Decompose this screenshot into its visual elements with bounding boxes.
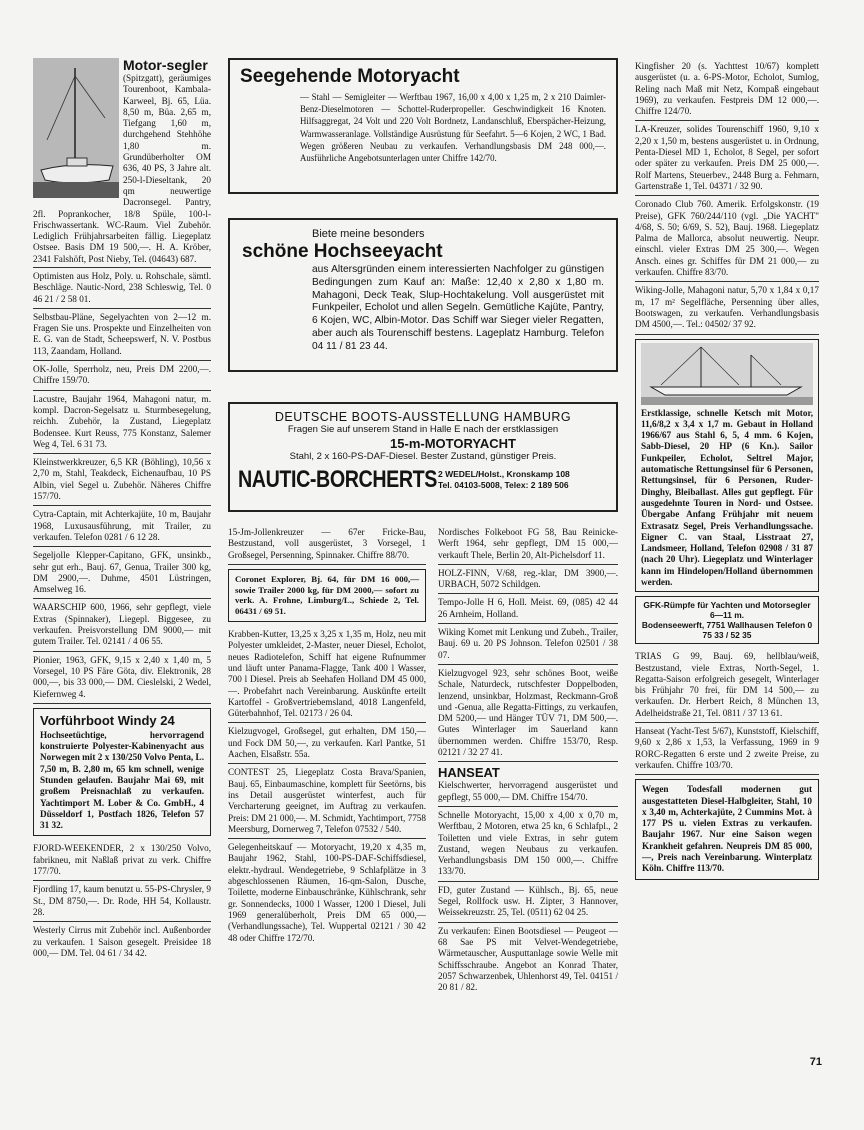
ad-jollenkreuzer: 15-Jm-Jollenkreuzer — 67er Fricke-Bau, Bestzustand, voll ausgerüstet, 3 Vorsegel, 1 Großsegel, Persenning, Spinnaker. Chiffre 88/70.: [228, 524, 426, 565]
ad-fjordling: Fjordling 17, kaum benutzt u. 55-PS-Chrysler, 9 St., DM 8750,—. Dr. Rode, HH 54, Kollaustr. 28.: [33, 881, 211, 922]
ad-kingfisher: Kingfisher 20 (s. Yachttest 10/67) komplett ausgerüstet (u. a. 6-PS-Motor, Echolot, Sumlog, Reling nach Maß mit Netz, Kompaß eingebaut 1969), zu verkaufen. Festpreis DM 12 000,—. Chiffre 124/70.: [635, 58, 819, 121]
hochsee-title: schöne Hochseeyacht: [242, 241, 443, 262]
column-1: [33, 58, 211, 962]
todesfall-text: Wegen Todesfall modernen gut ausgestatteten Diesel-Halbgleiter, Stahl, 10 x 3,40 m, Achterkajüte, 2 Cummins Mot. à 177 PS u. vielen Extras zu verkaufen. Baujahr 1967. Nur eine Saison wegen Krankheit gefahren. Neupreis DM 85 000,—, Preis nach Vereinbarung. Winterplatz Köln. Chiffre 113/70.: [642, 784, 812, 874]
ad-tempo-jolle: Tempo-Jolle H 6, Holl. Meist. 69, (085) 42 44 26 Arnheim, Holland.: [438, 594, 618, 624]
ad-pionier: Pionier, 1963, GFK, 9,15 x 2,40 x 1,40 m, 5 Vorsegel, 10 PS Färe Göta, div. Elektronik, 28 000,—, bis 33 000,— DM. Cieslelski, 2 Wedel, Kiefernweg 4.: [33, 652, 211, 704]
column-4: [635, 58, 819, 884]
messe-line1: Fragen Sie auf unserem Stand in Halle E nach der erstklassigen: [287, 424, 559, 435]
sailboat-photo-icon: [33, 58, 119, 198]
ketsch-text: Erstklassige, schnelle Ketsch mit Motor, 11,6/8,2 x 3,4 x 1,7 m. Gebaut in Holland 1966/67 aus Stahl 6, 5, 4 mm. 6 Kojen, Sabb-Diesel, 20 HP (6 Kn.). Sailor Funkpeiler, Echolot, Seltrel Major, automatische Rettungsinsel für 6 Personen, Rettungsinsel, für 6 Personen, Ruder-Dinghy, Bleiballast. Alles gut gepflegt. Für ausgedehnte Touren in Nord- und Ostsee. Übergabe Anfang Frühjahr mit neuem Extrasatz Segel, Preis Verhandlungssache. Eigner C. van Staal, Lisstraat 27, Landsmeer, Holland, Telefon 02908 / 31 87 (nach 20 Uhr). Liegeplatz und Winterlager kann im Hindelopen/Holland übernommen werden.: [641, 407, 813, 587]
ad-wiking-jolle: Wiking-Jolle, Mahagoni natur, 5,70 x 1,84 x 0,17 m, 17 m² Segelfläche, Persenning über alles, Bootswagen, zu verkaufen. Verhandlungsbasis DM 4500,—. Tel.: 04502/ 37 92.: [635, 282, 819, 334]
ad-segeljolle: Segeljolle Klepper-Capitano, GFK, unsinkb., sehr gut erh., Bauj. 67, Genua, Trailer 300 kg, DM 2900,—. Duhme, 4501 Lüstringen, Amselweg 16.: [33, 547, 211, 599]
hanseat-text: Kielschwerter, hervorragend ausgerüstet und gepflegt, 55 000,— DM. Chiffre 154/70.: [438, 780, 618, 802]
ad-ok-jolle: OK-Jolle, Sperrholz, neu, Preis DM 2200,—. Chiffre 159/70.: [33, 361, 211, 391]
ad-cytra-captain: Cytra-Captain, mit Achterkajüte, 10 m, Baujahr 1968, Luxusausführung, mit Trailer, zu verkaufen. Telefon 0281 / 6 12 28.: [33, 506, 211, 547]
page-number: 71: [809, 1056, 822, 1068]
ad-la-kreuzer: LA-Kreuzer, solides Tourenschiff 1960, 9,10 x 2,20 x 1,50 m, bestens ausgerüstet u. in Ordnung, Penta-Diesel MD 1, Echolot, 8 Segel, per sofort oder später zu verkaufen. Preis DM 25 000,—. Rolf Martens, Steuerbev., 2448 Burg a. Fehmarn, Gartenstraße 1, Tel. 04371 / 32 90.: [635, 121, 819, 196]
windy-text: Hochseetüchtige, hervorragend konstruierte Polyester-Kabinenyacht aus Norwegen mit 2 x 130/250 Volvo Penta, L. 7,50 m, B. 2,80 m, 65 km schnell, wenige Stunden gelaufen. Baujahr Mai 69, mit großem Preisnachlaß zu verkaufen. Yachtimport M. Lober & Co. GmbH., 4 Düsseldorf 1, Postfach 1826, Telefon 57 31 32.: [40, 729, 204, 831]
nautic-addr1: 2 WEDEL/Holst., Kronskamp 108: [438, 469, 570, 479]
ad-schnelle-motoryacht: Schnelle Motoryacht, 15,00 x 4,00 x 0,70 m, Werftbau, 2 Motoren, etwa 25 kn, 6 Schlafpl., 2 Toiletten und viele Extras, in sehr gutem Zustand, wegen Neubaus zu verkaufen. Verhandlungsbasis DM 150 000,—. Chiffre 133/70.: [438, 807, 618, 882]
messe-boat: 15-m-MOTORYACHT: [390, 436, 516, 451]
nautic-logo: NAUTIC-BORCHERTS: [238, 466, 437, 493]
motorsegler-text: (Spitzgatt), geräumiges Tourenboot, Kambala-Karweel, Bj. 65, Lüa. 8,50 m, Büa. 2,65 m, Tiefgang 1,60 m, durchgehend Stehhöhe 1,80 m. Grundüberholter OM 636, 40 PS, 3 Jahre alt. 250-l-Dieseltank, 20 qm neuwertige Dacronsegel. Pantry, 2fl. Poprankocher, 18/8 Spüle, 100-l-Frischwassertank. WC-Raum. Viel Zubehör. Lediglich Frühjahrsarbeiten fällig. Liegeplatz Ostsee. Basis DM 19 500,—. H. A. Kröber, 2341 Falshöft, Post Nieby, Tel. (04643) 687.: [33, 73, 211, 264]
ad-gelegenheitskauf: Gelegenheitskauf — Motoryacht, 19,20 x 4,35 m, Baujahr 1962, Stahl, 100-PS-DAF-Schiffsdiesel, elektr.-hydraul. Wendegetriebe, 9 Schlafplätze in 3 abgeschlossenen Räumen, 16-qm-Salon, Dusche, Toilette, moderne Einbauschränke, Kühlschrank, sehr gr. Sonnendecks, 1000 l Wasser, 1200 l Diesel, Juli 1969 generalüberholt, Preis DM 65 000,— (Verhandlungssache), Tel. Wuppertal 02121 / 30 42 48 oder Chiffre 172/70.: [228, 842, 426, 943]
column-2-top: [228, 58, 618, 512]
sailboat-photo: [33, 58, 119, 198]
ad-gfk-box: [635, 596, 819, 644]
ad-kleinstwerkkreuzer: Kleinstwerkkreuzer, 6,5 KR (Böhling), 10,56 x 2,70 m, Stahl, Teakdeck, Eichenaufbau, 10 PS Albin, viel Segel u. Zubehör. Näheres Chiffre 157/70.: [33, 454, 211, 506]
ad-hochsee-box: [228, 218, 618, 372]
ad-ketsch-box: [635, 339, 819, 593]
nautic-address: [438, 469, 570, 491]
ad-holz-finn: HOLZ-FINN, V/68, reg.-klar, DM 3900,—. URBACH, 5072 Schildgen.: [438, 565, 618, 595]
ad-bootsdiesel: Zu verkaufen: Einen Bootsdiesel — Peugeot — 68 Sae PS mit Velvet-Wendegetriebe, Wärmetauscher, Ausputtanlage sowie Welle mit Schiffsschraube. Angebot an Konrad Thater, 2057 Schwarzenbek, Uhlenhorst 49, Tel. 04151 / 20 81 / 82.: [438, 925, 618, 993]
ad-wiking-komet: Wiking Komet mit Lenkung und Zubeh., Trailer, Bauj. 69 u. 20 PS Johnson. Telefon 02501 / 38 07.: [438, 624, 618, 665]
ad-kielzugvogel: Kielzugvogel, Großsegel, gut erhalten, DM 150,— und Fock DM 50,—, zu verkaufen. Karl Pantke, 51 Aachen, Elsaßstr. 55a.: [228, 723, 426, 764]
coronet-text: Coronet Explorer, Bj. 64, für DM 16 000,— sowie Trailer 2000 kg, für DM 2000,— sofort zu verk. A. Frohne, Limburg/L., Schiede 2, Tel. 06431 / 69 51.: [235, 573, 419, 617]
ketsch-drawing: [641, 343, 813, 405]
ad-trias: TRIAS G 99, Bauj. 69, hellblau/weiß, Bestzustand, viele Extras, North-Segel, 1. Regatta-Saison erfolgreich gesegelt, Winterlager bis Frühjahr 70 frei, für DM 14 500,— zu verkaufen. Dr. Herbert Reich, 8 München 13, Adelheidstraße 21, Tel. 0811 / 37 13 61.: [635, 648, 819, 723]
ad-selbstbau: Selbstbau-Pläne, Segelyachten von 2—12 m. Fragen Sie uns. Prospekte und Einzelheiten von E. G. van de Stadt, Scheepswerf, N. V. Postbus 113, Zaandam, Holland.: [33, 309, 211, 361]
ad-hanseat-yacht-test: Hanseat (Yacht-Test 5/67), Kunststoff, Kielschiff, 9,60 x 2,86 x 1,53, la Verfassung, 1969 in 9 RORC-Regatten 6 erste und 2 zweite Preise, zu verkaufen. Chiffre 103/70.: [635, 723, 819, 775]
column-2-bottom: [228, 524, 426, 947]
ad-folkeboot: Nordisches Folkeboot FG 58, Bau Reinicke-Werft 1964, sehr gepflegt, DM 15 000,— verkauft Thele, Berlin 20, Alt-Pichelsdorf 11.: [438, 524, 618, 565]
motorsegler-title: Motor-segler: [123, 57, 208, 73]
windy-title: Vorführboot Windy 24: [40, 712, 175, 728]
ad-krabben-kutter: Krabben-Kutter, 13,25 x 3,25 x 1,35 m, Holz, neu mit Polyester umkleidet, 2-Master, neuer Diesel, Echolot, neues Radiotelefon, Schiff hat eigene Rufnummer und läuft unter Panama-Flagge, Tank 400 l Wasser, 700 l Diesel. Preis ab Seehafen Holland DM 45 000,—. Probefahrt nach Vereinbarung. Auskünfte erteilt Kartoffel - Großvertriebemsland, 4018 Langenfeld, Güterbahnhof, Tel. 02173 / 26 04.: [228, 626, 426, 723]
ad-kielzugvogel-923: Kielzugvogel 923, sehr schönes Boot, weiße Schale, Naturdeck, rutschfester Doppelboden, lenzend, unsinkbar, Holzmast, Reckmann-Groß und -Genua, alle Regatta-Fittings, zu verkaufen, DM 5200,— und Hänger TÜV 71, DM 500,—. Gutes Winterlager im Sauerland kann übernommen werden. Chiffre 153/70, Resp. 02121 / 32 27 41.: [438, 665, 618, 762]
gfk-line: Bodenseewerft, 7751 Wallhausen Telefon 0 75 33 / 52 35: [641, 620, 813, 641]
nautic-footer: [238, 467, 608, 493]
ad-windy-box: [33, 708, 211, 837]
ketch-drawing-icon: [641, 343, 813, 405]
ad-fjord-weekender: FJORD-WEEKENDER, 2 x 130/250 Volvo, fabrikneu, mit Naßlaß privat zu verk. Chiffre 177/70.: [33, 840, 211, 881]
messe-line2: Stahl, 2 x 160-PS-DAF-Diesel. Bester Zustand, günstiger Preis.: [289, 451, 557, 462]
ad-optimisten: Optimisten aus Holz, Poly. u. Rohschale, sämtl. Beschläge. Nautic-Nord, 238 Schleswig, Tel. 0 46 21 / 2 58 01.: [33, 268, 211, 309]
messe-title: DEUTSCHE BOOTS-AUSSTELLUNG HAMBURG: [274, 410, 572, 424]
seegehende-title: Seegehende Motoryacht: [240, 66, 460, 87]
ad-contest: CONTEST 25, Liegeplatz Costa Brava/Spanien, Bauj. 65, Einbaumaschine, komplett für Seetörns, bis ins Detail ausgerüstet winterfest, auch für Vercharterung geeignet, im Auftrag zu verkaufen. Preis: DM 21 000,—. M. Schmidt, Yachtimport, 7758 Meersburg, Dornerweg 7, Telefon 07532 / 540.: [228, 764, 426, 839]
ad-fd: FD, guter Zustand — Kühlsch., Bj. 65, neue Segel, Rollfock usw. H. Zipter, 3 Hannover, Weissekreuzstr. 25, Tel. (0511) 62 04 25.: [438, 882, 618, 923]
ad-coronado: Coronado Club 760. Amerik. Erfolgskonstr. (19 Preise), GFK 760/244/110 (vgl. „Die YACHT" 4/68, S. 50; 6/69, S. 52), Bauj. 1968. Liegeplatz Palma de Mallorca, absolut neuwertig. Neupr. einschl. vieler Extras DM 25 300,—. Wegen Ansch. eines gr. Schiffes für DM 21 000,— zu verkaufen. Chiffre 83/70.: [635, 196, 819, 282]
ad-lacustre: Lacustre, Baujahr 1964, Mahagoni natur, m. kompl. Dacron-Segelsatz u. Sturmbesegelung, reichh. Zubehör, la Zustand, Liegeplatz Bodensee. Kurt Reuss, 775 Konstanz, Salemer Weg 4, Tel. 6 31 73.: [33, 391, 211, 454]
gfk-title: GFK-Rümpfe für Yachten und Motorsegler 6—11 m.: [643, 600, 811, 621]
ad-seegehende-box: [228, 58, 618, 194]
hochsee-text: aus Altersgründen einem interessierten Nachfolger zu günstigen Bedingungen zum Kauf an: Maße: 12,40 x 2,80 x 1,80 m. Mahagoni, Deck Teak, Slup-Hochtakelung. Voll ausgerüstet mit Funkpeiler, Echolot und allen Segeln. Gemütliche Kajüte, Pantry, 6 Kojen, WC, Albin-Motor. Das Schiff war Sieger vieler Regatten, aber auch als Tourenschiff bestens. Lageplatz Hamburg. Telefon 04 11 / 81 23 44.: [312, 264, 604, 352]
ad-coronet-box: [228, 569, 426, 622]
column-3: [438, 524, 618, 996]
ad-hanseat: [438, 762, 618, 807]
hanseat-title: HANSEAT: [438, 765, 500, 781]
hochsee-pre: Biete meine besonders: [312, 228, 425, 240]
ad-motorsegler: [33, 58, 211, 268]
ad-westerly: Westerly Cirrus mit Zubehör incl. Außenborder zu verkaufen. 1 Saison gesegelt. Preisidee 18 000,— DM. Tel. 04 61 / 34 42.: [33, 925, 211, 958]
ad-nautic-box: [228, 402, 618, 512]
ad-waarschip: WAARSCHIP 600, 1966, sehr gepflegt, viele Extras (Spinnaker), Liegepl. Biggesee, zu verkaufen. Preisvorstellung DM 9000,— mit gutem Trailer. Tel. 02141 / 4 06 55.: [33, 599, 211, 651]
nautic-addr2: Tel. 04103-5008, Telex: 2 189 506: [438, 480, 569, 490]
ad-todesfall-box: [635, 779, 819, 879]
seegehende-text: — Stahl — Semigleiter — Werftbau 1967, 16,00 x 4,00 x 1,25 m, 2 x 210 Daimler-Benz-Dieselmotoren — Schottel-Ruderpropeller. Geschwindigkeit 16 Knoten. Hilfsaggregat, 24 Volt und 220 Volt Bordnetz, Landanschluß, Eberspächer-Heizung, Warmwasseranlage. Vollständige Ausrüstung für Seefahrt. 5—6 Kojen, 2 WC, 1 Bad. Wegen größeren Neubau zu verkaufen. Verhandlungsbasis DM 248 000,—. Ausführliche Angebotsunterlagen unter Chiffre 142/70.: [300, 92, 606, 164]
